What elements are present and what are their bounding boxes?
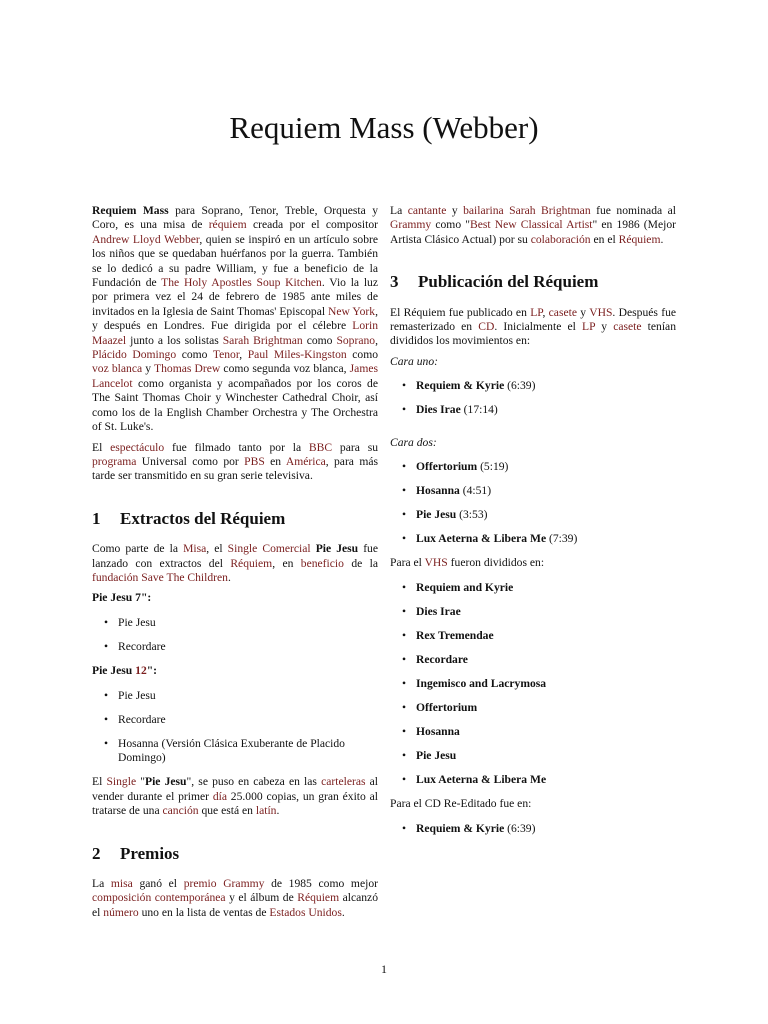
extractos-paragraph <box>92 542 378 585</box>
track-title: Pie Jesu <box>416 748 457 762</box>
text: La <box>390 204 408 217</box>
text: y el álbum de <box>225 891 298 905</box>
link-requiem[interactable]: réquiem <box>208 218 247 232</box>
text: fue filmado tanto por la <box>164 440 309 454</box>
text: Universal como por <box>136 454 245 468</box>
text: de 1985 como mejor <box>264 877 378 890</box>
text: . <box>341 905 345 919</box>
text: , quien se inspiró en un artículo sobre los niños que se quedaban huérfanos por la guerra. También se lo dedicó a su padre William, y fue a beneficio de la Fundación de <box>92 232 378 290</box>
italic-text: Cara dos: <box>390 435 437 449</box>
list-item <box>416 677 676 691</box>
link-best-new-classical-artist[interactable]: Best New Classical Artist <box>469 218 593 232</box>
text: , en <box>272 556 301 570</box>
link-pbs[interactable]: PBS <box>244 454 265 468</box>
bold-text: Pie Jesu <box>315 542 359 556</box>
premios-paragraph <box>92 877 378 920</box>
text: y <box>446 204 464 217</box>
section-title: Premios <box>120 843 180 863</box>
text: Para el <box>390 556 425 570</box>
link-cancion[interactable]: canción <box>162 804 199 818</box>
track-title: Dies Irae <box>416 403 461 417</box>
link-latin[interactable]: latín <box>255 804 277 818</box>
text: " en 1986 (Mejor Artista Clásico Actual) por su <box>390 218 676 246</box>
link-tenor[interactable]: Tenor <box>212 348 240 362</box>
italic-text: Cara uno: <box>390 354 438 368</box>
article-subject: Requiem Mass <box>92 204 169 217</box>
link-new-york[interactable]: New York <box>328 304 376 318</box>
text: ", se puso en cabeza en las <box>186 775 322 789</box>
text: uno en la lista de ventas de <box>138 905 270 919</box>
text: en el <box>590 232 619 246</box>
track-title: Requiem and Kyrie <box>416 580 514 594</box>
text: que está en <box>198 804 256 818</box>
link-bailarina[interactable]: bailarina <box>463 204 504 217</box>
bold-text: 12 <box>135 664 147 678</box>
list-item <box>416 403 676 417</box>
text: como <box>302 333 337 347</box>
text: fueron divididos en: <box>447 556 545 570</box>
text: y <box>576 305 590 319</box>
link-james-lancelot[interactable]: James Lancelot <box>92 362 378 390</box>
link-single-comercial[interactable]: Single Comercial <box>227 542 311 556</box>
text: y <box>595 320 614 334</box>
track-duration: (6:39) <box>504 821 536 835</box>
text: como <box>176 348 213 362</box>
subheading-7-inch <box>92 591 378 605</box>
side-one-list <box>390 379 676 417</box>
text: El <box>92 440 111 454</box>
section-number: 2 <box>92 843 101 863</box>
bold-text: Pie Jesu <box>145 775 187 789</box>
section-heading-premios <box>92 843 378 863</box>
text: y <box>142 362 155 376</box>
left-column <box>92 204 378 926</box>
text: , <box>375 333 378 347</box>
link-thomas-drew[interactable]: Thomas Drew <box>154 362 221 376</box>
text: , el <box>206 542 228 556</box>
track-title: Hosanna <box>416 724 460 738</box>
link-misa-2[interactable]: misa <box>110 877 133 890</box>
text: . Vio la luz por primera vez el 24 de febrero de 1985 ante miles de invitados en la Iglesia de Saint Thomas' Episcopal <box>92 276 378 318</box>
link-cd[interactable]: CD <box>478 320 495 334</box>
track-duration: (3:53) <box>456 508 488 522</box>
page-title: Requiem Mass (Webber) <box>229 110 539 145</box>
text: como " <box>431 218 470 232</box>
list-item <box>416 532 676 546</box>
link-soprano[interactable]: Soprano <box>336 333 376 347</box>
link-casete-2[interactable]: casete <box>613 320 642 334</box>
section-title: Extractos del Réquiem <box>120 508 286 528</box>
text: como <box>346 348 379 362</box>
section-heading-extractos <box>92 508 378 528</box>
track-title: Hosanna <box>416 484 460 498</box>
list-item <box>416 508 676 522</box>
text: creada por el compositor <box>246 218 378 232</box>
vhs-paragraph <box>390 556 676 570</box>
track-duration: (6:39) <box>504 379 536 393</box>
link-sarah-brightman[interactable]: Sarah Brightman <box>222 333 303 347</box>
track-title: Offertorium <box>416 460 478 474</box>
link-carteleras[interactable]: carteleras <box>321 775 366 789</box>
text: alcanzó el <box>92 891 379 919</box>
text: para Soprano, Tenor, Treble, Orquesta y Coro, es una misa de <box>92 204 378 232</box>
track-duration: (7:39) <box>546 532 578 546</box>
track-title: Pie Jesu <box>416 508 457 522</box>
text: . <box>660 232 664 246</box>
link-placido-domingo[interactable]: Plácido Domingo <box>92 348 177 362</box>
link-colaboracion[interactable]: colaboración <box>530 232 591 246</box>
text: al vender durante el primer <box>92 775 379 803</box>
list-item: • Recordare <box>118 640 378 654</box>
link-paul-miles-kingston[interactable]: Paul Miles-Kingston <box>247 348 347 362</box>
link-single[interactable]: Single <box>106 775 137 789</box>
text: Como parte de la <box>92 542 184 556</box>
link-vhs-2[interactable]: VHS <box>424 556 448 570</box>
filming-paragraph <box>92 441 378 484</box>
text: junto a los solistas <box>126 333 223 347</box>
text: en <box>264 454 286 468</box>
track-duration: (5:19) <box>477 460 509 474</box>
section-heading-publicacion <box>390 272 676 292</box>
text: , <box>239 348 248 362</box>
track-title: Recordare <box>416 652 468 666</box>
text: , y después en Londres. Fue dirigida por el célebre <box>92 304 378 333</box>
link-composicion-contemporanea[interactable]: composición contemporánea <box>92 891 226 905</box>
list-item <box>416 822 676 836</box>
text: . Después fue remasterizado en <box>390 305 677 334</box>
track-title: Requiem & Kyrie <box>416 379 505 393</box>
list-item <box>416 701 676 715</box>
link-cantante[interactable]: cantante <box>407 204 447 217</box>
list-item <box>416 605 676 619</box>
publicacion-paragraph <box>390 306 676 349</box>
text: , <box>542 305 549 319</box>
text: para su <box>332 440 378 454</box>
list-item <box>416 379 676 393</box>
list-item <box>416 581 676 595</box>
track-title: Rex Tremendae <box>416 628 494 642</box>
text: " <box>136 775 145 789</box>
bold-text: ": <box>146 664 158 678</box>
link-requiem-2[interactable]: Réquiem <box>230 556 273 570</box>
link-numero[interactable]: número <box>103 905 139 919</box>
link-vhs[interactable]: VHS <box>589 305 613 319</box>
link-bbc[interactable]: BBC <box>308 440 333 454</box>
link-premio-grammy[interactable]: premio Grammy <box>183 877 265 890</box>
intro-paragraph <box>92 204 378 435</box>
cd-list <box>390 822 676 836</box>
link-misa[interactable]: Misa <box>183 542 207 556</box>
section-number: 1 <box>92 508 101 528</box>
brightman-paragraph <box>390 204 676 247</box>
section-title: Publicación del Réquiem <box>418 272 599 292</box>
link-requiem-3[interactable]: Réquiem <box>297 891 340 905</box>
link-espectaculo[interactable]: espectáculo <box>110 440 165 454</box>
link-12[interactable] <box>135 664 147 677</box>
link-programa[interactable]: programa <box>92 454 137 468</box>
link-andrew-lloyd-webber[interactable]: Andrew Lloyd Webber <box>92 232 200 246</box>
text: como organista y acompañados por los coros de The Saint Thomas Choir y Winchester Cathedral Choir, así como los de la English Chamber Orchestra y The Orchestra of St. Luke's. <box>92 376 378 434</box>
list-12-inch <box>92 689 378 766</box>
track-duration: (17:14) <box>460 403 498 417</box>
side-one-label <box>390 355 676 369</box>
text: ganó el <box>132 877 184 890</box>
link-lp[interactable]: LP <box>530 305 543 319</box>
track-duration: (4:51) <box>459 484 492 498</box>
link-requiem-4[interactable]: Réquiem <box>618 232 661 246</box>
text: , para más tarde ser transmitido en su gran serie televisiva. <box>92 454 378 483</box>
track-title: Lux Aeterna & Libera Me <box>416 532 547 546</box>
text: tenían divididos los movimientos en: <box>390 320 677 348</box>
bold-text: Pie Jesu 7 <box>92 591 141 605</box>
link-sarah-brightman-2[interactable]: Sarah Brightman <box>509 204 591 217</box>
link-lp-2[interactable]: LP <box>582 320 596 334</box>
list-item <box>416 484 676 498</box>
link-save-the-children[interactable]: fundación Save The Children <box>92 570 228 584</box>
bold-text: Pie Jesu <box>92 664 136 678</box>
track-title: Offertorium <box>416 700 478 714</box>
track-title: Requiem & Kyrie <box>416 821 505 835</box>
side-two-list <box>390 460 676 546</box>
list-item <box>416 725 676 739</box>
text: 25.000 copias, un gran éxito al tratarse de una <box>92 789 378 818</box>
single-paragraph <box>92 775 378 818</box>
list-7-inch <box>92 616 378 654</box>
text: . <box>227 570 231 584</box>
link-estados-unidos[interactable]: Estados Unidos <box>269 905 342 919</box>
bold-text: ": <box>140 591 152 605</box>
text: fue nominada al <box>590 204 676 217</box>
text: El <box>92 775 107 789</box>
text: . <box>276 804 280 818</box>
right-column <box>390 204 676 846</box>
section-number: 3 <box>390 272 399 292</box>
link-beneficio[interactable]: beneficio <box>300 556 344 570</box>
track-title: Lux Aeterna & Libera Me <box>416 772 547 786</box>
link-casete[interactable]: casete <box>548 305 577 319</box>
vhs-list <box>390 581 676 787</box>
list-item: • Hosanna (Versión Clásica Exuberante de Placido Domingo) <box>118 737 378 766</box>
list-item <box>416 629 676 643</box>
subheading-12-inch <box>92 664 378 678</box>
link-grammy[interactable]: Grammy <box>390 218 432 232</box>
text: de la <box>343 556 379 570</box>
link-soup-kitchen[interactable]: The Holy Apostles Soup Kitchen <box>161 276 322 290</box>
text: . Inicialmente el <box>494 320 582 334</box>
list-item: • Pie Jesu <box>118 616 378 630</box>
text: La <box>92 877 111 890</box>
link-lorin-maazel[interactable]: Lorin Maazel <box>92 319 378 347</box>
link-dia[interactable]: día <box>212 789 227 803</box>
link-voz-blanca[interactable]: voz blanca <box>92 362 143 376</box>
text: El Réquiem fue publicado en <box>390 305 531 319</box>
track-title: Ingemisco and Lacrymosa <box>416 676 547 690</box>
list-item <box>416 749 676 763</box>
list-item: • Pie Jesu <box>118 689 378 703</box>
cd-paragraph: Para el CD Re-Editado fue en: <box>390 797 532 811</box>
list-item <box>416 460 676 474</box>
track-title: Dies Irae <box>416 604 461 618</box>
page-number: 1 <box>381 962 387 976</box>
list-item <box>416 653 676 667</box>
link-america[interactable]: América <box>285 454 326 468</box>
text: como segunda voz blanca, <box>220 362 350 376</box>
side-two-label <box>390 436 676 450</box>
list-item <box>416 773 676 787</box>
list-item: • Recordare <box>118 713 378 727</box>
text: fue lanzado con extractos del <box>92 542 378 570</box>
